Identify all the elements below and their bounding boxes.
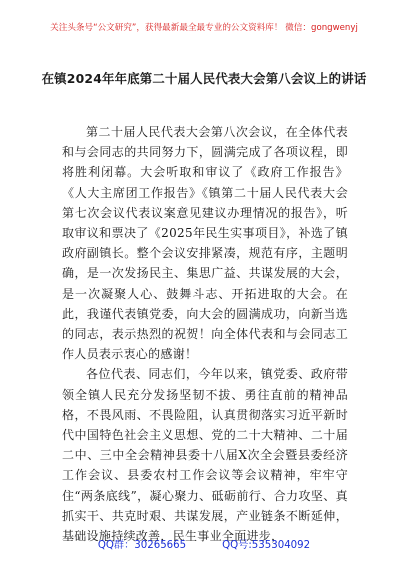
qq-group-text: QQ群：30265665 [97, 540, 187, 551]
promo-banner: 关注头条号“公文研究”，获得最新最全最专业的公文资料库！ 微信：gongwenyj [50, 23, 358, 33]
document-body [62, 122, 348, 546]
paragraph: 第二十届人民代表大会第八次会议，在全体代表和与会同志的共同努力下，圆满完成了各项议程，即将胜利闭幕。大会听取和审议了《政府工作报告》《人大主席团工作报告》《镇第二十届人民代表大会第七次会议代表议案意见建议办理情况的报告》，听取审议和票决了《2025年民生实事项目》，补选了镇政府副镇长。整个会议安排紧凑，规范有序，主题明确，是一次发扬民主、集思广益、共谋发展的大会，是一次凝聚人心、鼓舞斗志、开拓进取的大会。在此，我谨代表镇党委，向大会的圆满成功，向新当选的同志，表示热烈的祝贺！向全体代表和与会同志工作人员表示衷心的感谢！ [62, 125, 348, 362]
document-title: 在镇2024年年底第二十届人民代表大会第八会议上的讲话 [41, 71, 367, 86]
paragraph: 各位代表、同志们，今年以来，镇党委、政府带领全镇人民充分发扬坚韧不拔、勇往直前的精神品格，不畏风雨、不畏险阻，认真贯彻落实习近平新时代中国特色社会主义思想、党的二十大精神、二十届二中、三中全会精神县委十八届X次全会暨县委经济工作会议、县委农村工作会议等会议精神，牢牢守住“两条底线”，凝心聚力、砥砺前行、合力攻坚、真抓实干、共克时艰、共谋发展，产业链条不断延伸，基础设施持续改善，民生事业全面进步， [62, 367, 348, 544]
qq-number-text: QQ号:535304092 [222, 540, 311, 551]
footer-contact [0, 536, 408, 551]
